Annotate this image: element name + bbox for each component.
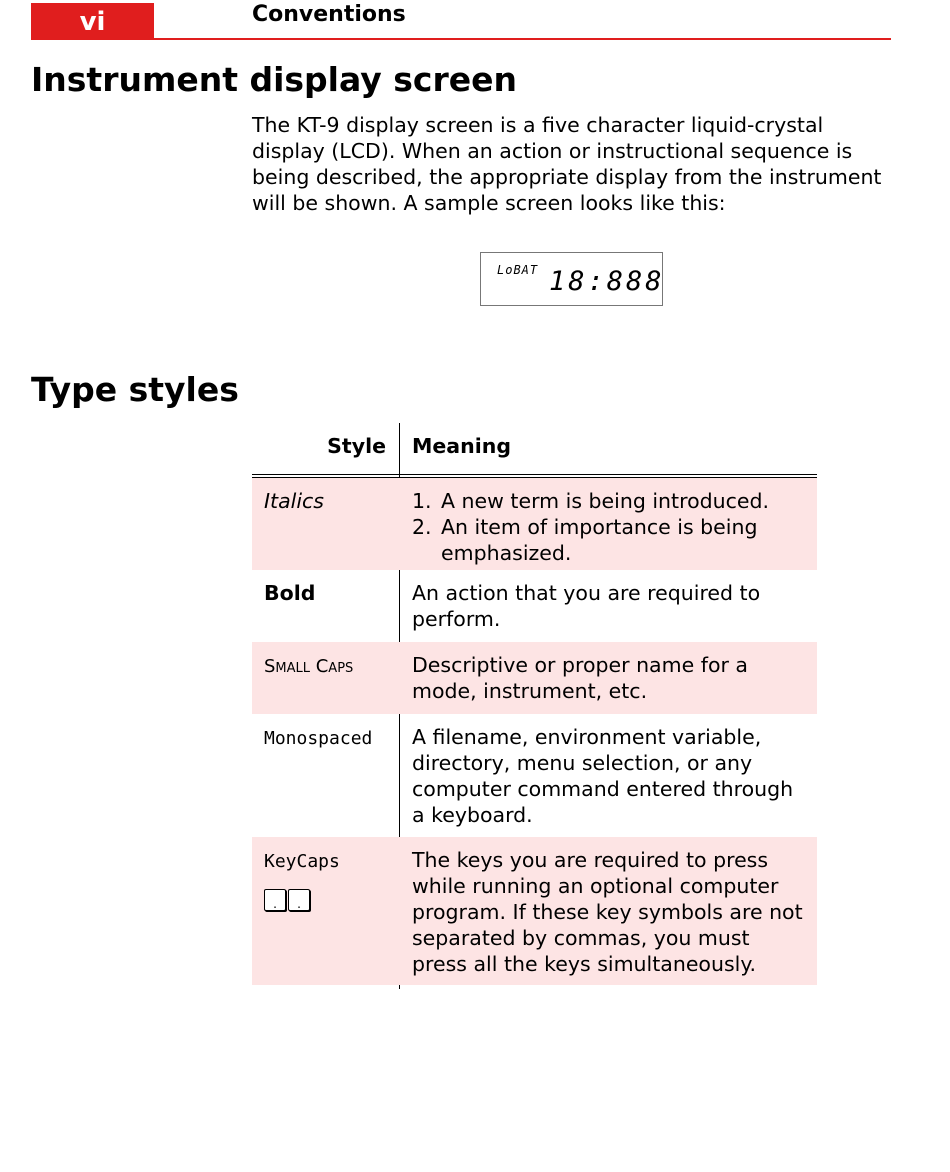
list-item: 1. A new term is being introduced. (412, 489, 770, 513)
table-header (252, 423, 817, 474)
meaning-cell (252, 478, 817, 570)
lcd-digits: 18:888 (549, 266, 665, 297)
page-number-tab (31, 3, 154, 40)
header-rule (31, 38, 891, 40)
lcd-sample-display (480, 252, 663, 306)
style-small-caps: Small Caps (264, 656, 354, 677)
meaning-list (412, 488, 807, 566)
keycap-icon: . (264, 889, 286, 911)
section-heading-type-styles: Type styles (31, 370, 239, 409)
list-item: 2. An item of importance is being emphasized. (412, 515, 758, 565)
style-italics: Italics (264, 489, 324, 513)
table-row (252, 642, 817, 714)
lcd-lobat-indicator: LoBAT (497, 263, 539, 277)
style-monospaced: Monospaced (264, 728, 373, 749)
section-heading-display: Instrument display screen (31, 60, 517, 99)
meaning-cell: The keys you are required to press while running an optional computer program. If these key symbols are not separated by commas, you must press all the keys simultaneously. (412, 848, 803, 976)
page-number: vi (79, 6, 106, 37)
table-row (252, 714, 817, 837)
style-bold: Bold (264, 581, 316, 605)
meaning-cell: A filename, environment variable, directory, menu selection, or any computer command entered through a keyboard. (412, 725, 794, 827)
column-header-style: Style (327, 434, 386, 458)
table-row (252, 478, 817, 570)
style-keycaps: KeyCaps (264, 851, 340, 872)
table-row (252, 837, 817, 985)
column-header-meaning: Meaning (412, 434, 512, 458)
type-styles-table (252, 423, 817, 985)
meaning-cell: An action that you are required to perform. (412, 581, 761, 631)
keycap-icon: . (288, 889, 310, 911)
display-description: The KT-9 display screen is a five character liquid-crystal display (LCD). When an action or instructional sequence is being described, the appropriate display from the instrument will be shown. A sample screen looks like this: (252, 113, 882, 215)
table-row (252, 570, 817, 642)
meaning-cell: Descriptive or proper name for a mode, instrument, etc. (412, 653, 748, 703)
chapter-title: Conventions (252, 2, 406, 27)
